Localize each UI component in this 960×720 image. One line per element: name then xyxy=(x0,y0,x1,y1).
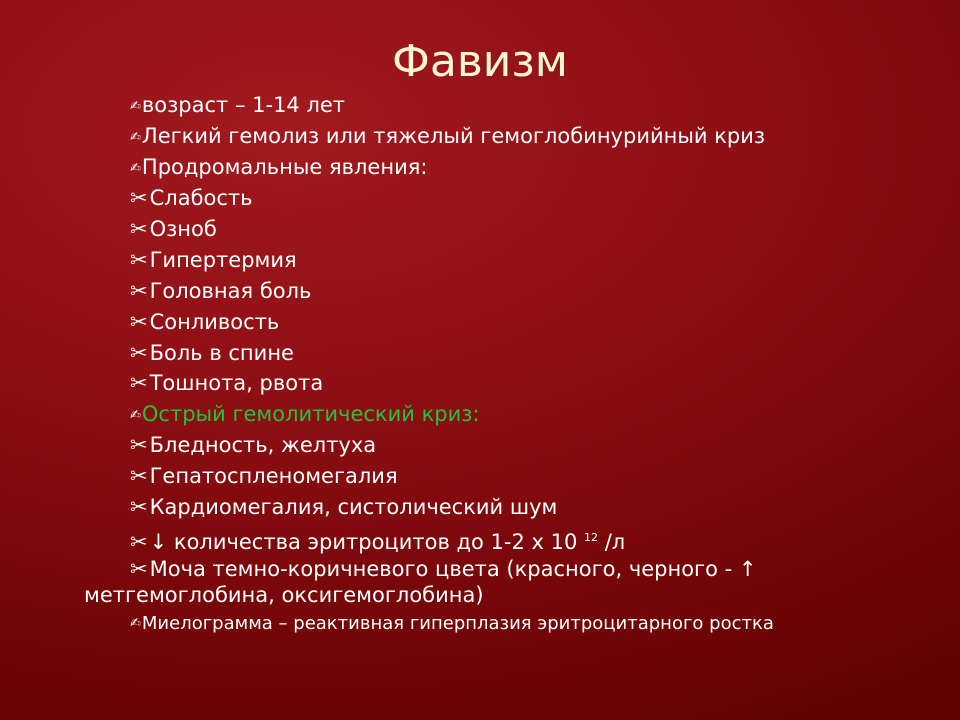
item-text: Гипертермия xyxy=(149,248,297,272)
scissors-icon: ✂ xyxy=(130,217,148,241)
list-item xyxy=(130,123,765,151)
item-text: возраст – 1-14 лет xyxy=(141,93,346,117)
scissors-icon: ✂ xyxy=(130,341,148,365)
scissors-icon: ✂ xyxy=(130,557,148,581)
pen-icon: ✍ xyxy=(130,616,141,631)
list-item xyxy=(130,556,756,582)
list-item xyxy=(130,185,253,211)
scissors-icon: ✂ xyxy=(130,371,148,395)
scissors-icon: ✂ xyxy=(130,433,148,457)
list-item xyxy=(130,463,398,489)
slide-title: Фавизм xyxy=(392,36,568,87)
item-text-unit: /л xyxy=(598,530,626,554)
scissors-icon: ✂ xyxy=(130,279,148,303)
scissors-icon: ✂ xyxy=(130,310,148,334)
scissors-icon: ✂ xyxy=(130,248,148,272)
scissors-icon: ✂ xyxy=(130,495,148,519)
pen-icon: ✍ xyxy=(130,99,141,114)
item-text: Миелограмма – реактивная гиперплазия эритроцитарного ростка xyxy=(141,613,774,634)
item-text: Продромальные явления: xyxy=(141,155,428,179)
item-text: Тошнота, рвота xyxy=(149,371,324,395)
item-text: Бледность, желтуха xyxy=(149,433,377,457)
item-text: Слабость xyxy=(149,186,253,210)
item-text: Озноб xyxy=(149,217,217,241)
item-text: Моча темно-коричневого цвета (красного, черного - ↑ xyxy=(149,557,757,581)
item-text: Легкий гемолиз или тяжелый гемоглобинурийный криз xyxy=(141,124,766,148)
list-item xyxy=(130,309,279,335)
item-text: метгемоглобина, оксигемоглобина) xyxy=(84,583,484,607)
item-text: ↓ количества эритроцитов до 1-2 х 10 xyxy=(149,530,585,554)
list-item xyxy=(130,216,217,242)
list-item xyxy=(130,432,376,458)
list-item xyxy=(130,247,297,273)
pen-icon: ✍ xyxy=(130,161,141,176)
item-text: Боль в спине xyxy=(149,341,294,365)
item-text: Острый гемолитический криз: xyxy=(141,402,480,426)
list-item xyxy=(130,278,311,304)
item-text: Сонливость xyxy=(149,310,280,334)
list-item xyxy=(130,612,774,636)
scissors-icon: ✂ xyxy=(130,530,148,554)
scissors-icon: ✂ xyxy=(130,464,148,488)
list-item xyxy=(130,525,625,555)
list-item xyxy=(130,494,557,520)
item-text: Гепатоспленомегалия xyxy=(149,464,398,488)
item-text: Кардиомегалия, систолический шум xyxy=(149,495,558,519)
item-text: Головная боль xyxy=(149,279,312,303)
list-item xyxy=(130,370,323,396)
list-item xyxy=(130,92,345,120)
superscript-exponent: 12 xyxy=(584,531,599,544)
list-item xyxy=(130,154,427,182)
list-item-continuation xyxy=(84,582,484,608)
scissors-icon: ✂ xyxy=(130,186,148,210)
pen-icon: ✍ xyxy=(130,130,141,145)
pen-icon: ✍ xyxy=(130,408,141,423)
list-item xyxy=(130,340,294,366)
list-item xyxy=(130,401,479,429)
